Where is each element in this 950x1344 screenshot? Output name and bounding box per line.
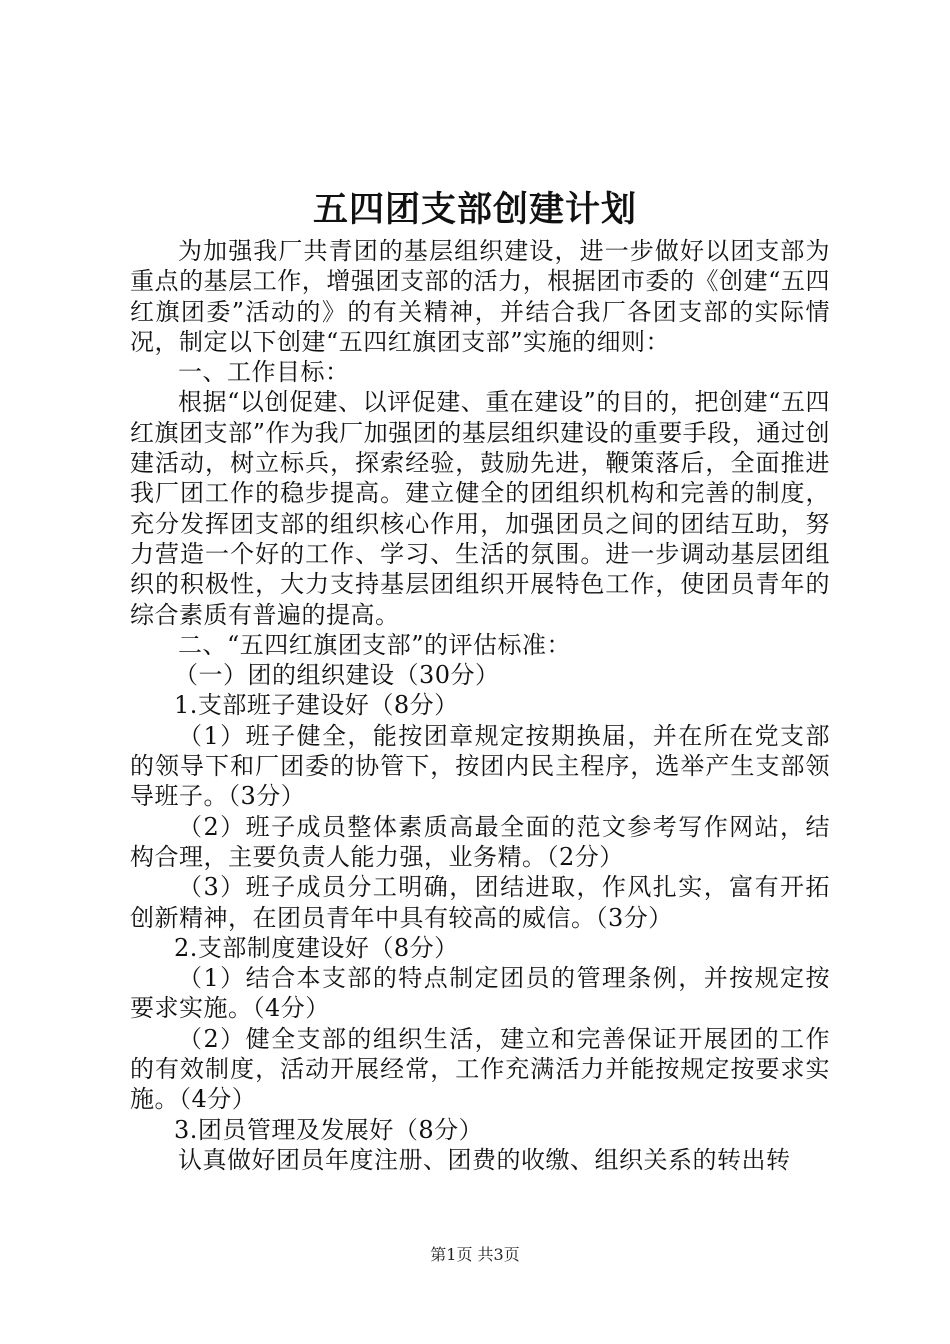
paragraph-item-2-2: （2）健全支部的组织生活，建立和完善保证开展团的工作的有效制度，活动开展经常，工作充满活力并能按规定按要求实施。（4分） <box>130 1024 830 1114</box>
paragraph-item-3: 认真做好团员年度注册、团费的收缴、组织关系的转出转 <box>178 1145 791 1174</box>
paragraph-item-1-2: （2）班子成员整体素质高最全面的范文参考写作网站，结构合理，主要负责人能力强，业务精。（2分） <box>130 812 830 871</box>
document-title: 五四团支部创建计划 <box>312 189 637 230</box>
page-number-footer: 第1页 共3页 <box>430 1245 520 1264</box>
heading-evaluation-standards: 二、“五四红旗团支部”的评估标准： <box>178 630 572 659</box>
heading-member-management: 3.团员管理及发展好（8分） <box>174 1115 484 1144</box>
paragraph-work-goals: 根据“以创促建、以评促建、重在建设”的目的，把创建“五四红旗团支部”作为我厂加强团的基层组织建设的重要手段，通过创建活动，树立标兵，探索经验，鼓励先进，鞭策落后，全面推进我厂团工作的稳步提高。建立健全的团组织机构和完善的制度，充分发挥团支部的组织核心作用，加强团员之间的团结互助，努力营造一个好的工作、学习、生活的氛围。进一步调动基层团组织的积极性，大力支持基层团组织开展特色工作，使团员青年的综合素质有普遍的提高。 <box>130 388 830 629</box>
paragraph-item-1-3: （3）班子成员分工明确，团结进取，作风扎实，富有开拓创新精神，在团员青年中具有较高的威信。（3分） <box>130 873 830 932</box>
paragraph-item-2-1: （1）结合本支部的特点制定团员的管理条例，并按规定按要求实施。（4分） <box>130 964 830 1023</box>
heading-work-goals: 一、工作目标： <box>178 358 350 387</box>
paragraph-intro: 为加强我厂共青团的基层组织建设，进一步做好以团支部为重点的基层工作，增强团支部的活力，根据团市委的《创建“五四红旗团委”活动的》的有关精神，并结合我厂各团支部的实际情况，制定以下创建“五四红旗团支部”实施的细则： <box>130 237 830 356</box>
heading-branch-system-building: 2.支部制度建设好（8分） <box>174 933 459 962</box>
document-body <box>130 236 830 1175</box>
heading-branch-team-building: 1.支部班子建设好（8分） <box>174 691 459 720</box>
heading-organization-building: （一）团的组织建设（30分） <box>174 661 500 690</box>
paragraph-item-1-1: （1）班子健全，能按团章规定按期换届，并在所在党支部的领导下和厂团委的协管下，按团内民主程序，选举产生支部领导班子。（3分） <box>130 721 830 811</box>
